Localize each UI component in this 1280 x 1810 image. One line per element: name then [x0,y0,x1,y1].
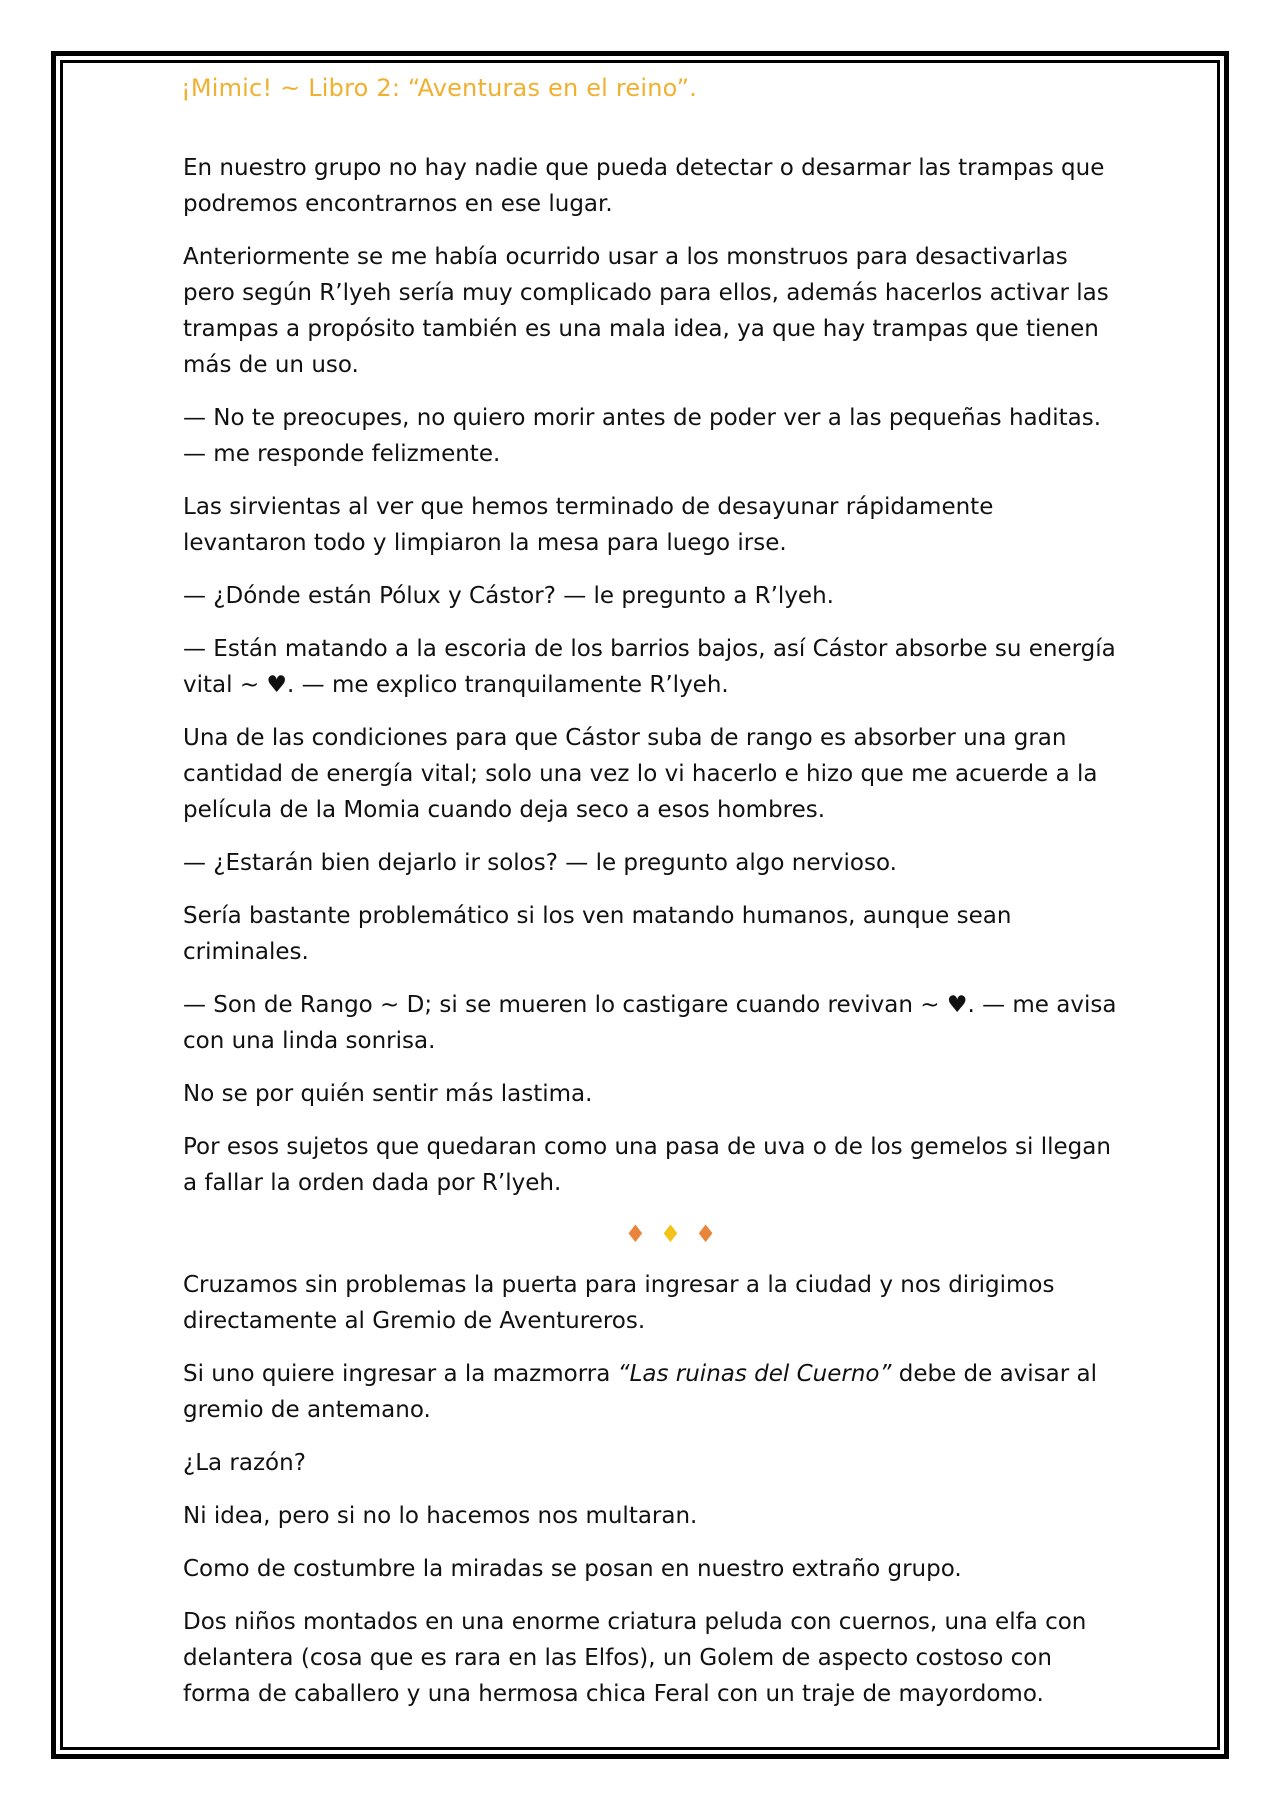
diamond-icon: ♦ [694,1220,717,1248]
paragraph: No se por quién sentir más lastima. [183,1081,593,1107]
paragraph: Por esos sujetos que quedaran como una pasa de uva o de los gemelos si llegan a fallar la orden dada por R’lyeh. [183,1134,1111,1196]
diamond-icon: ♦ [624,1220,647,1248]
paragraph: Las sirvientas al ver que hemos terminado de desayunar rápidamente levantaron todo y limpiaron la mesa para luego irse. [183,494,994,556]
text-segment: debe de avisar al gremio de antemano. [183,1361,1098,1423]
paragraph: Ni idea, pero si no lo hacemos nos multaran. [183,1503,698,1529]
dialogue-paragraph: — ¿Estarán bien dejarlo ir solos? — le pregunto algo nervioso. [183,850,897,876]
paragraph: Como de costumbre la miradas se posan en nuestro extraño grupo. [183,1556,962,1582]
scene-break-divider [183,1216,1118,1252]
page-body [183,150,1118,1729]
dialogue-paragraph: — ¿Dónde están Pólux y Cástor? — le pregunto a R’lyeh. [183,583,834,609]
book-header: ¡Mimic! ~ Libro 2: “Aventuras en el reino”. [181,74,698,102]
diamond-icon: ♦ [659,1220,682,1248]
dungeon-name: “Las ruinas del Cuerno” [617,1361,892,1387]
paragraph: Anteriormente se me había ocurrido usar a los monstruos para desactivarlas pero según R’lyeh sería muy complicado para ellos, además hacerlos activar las trampas a propósito también es una mala idea, ya que hay trampas que tienen más de un uso. [183,244,1109,378]
text-segment: Si uno quiere ingresar a la mazmorra [183,1361,618,1387]
paragraph: En nuestro grupo no hay nadie que pueda detectar o desarmar las trampas que podremos encontrarnos en ese lugar. [183,155,1105,217]
paragraph: Cruzamos sin problemas la puerta para ingresar a la ciudad y nos dirigimos directamente al Gremio de Aventureros. [183,1272,1055,1334]
paragraph [183,1356,1118,1428]
dialogue-paragraph: — No te preocupes, no quiero morir antes de poder ver a las pequeñas haditas. — me responde felizmente. [183,405,1102,467]
paragraph: Dos niños montados en una enorme criatura peluda con cuernos, una elfa con delantera (cosa que es rara en las Elfos), un Golem de aspecto costoso con forma de caballero y una hermosa chica Feral con un traje de mayordomo. [183,1609,1087,1707]
paragraph: Una de las condiciones para que Cástor suba de rango es absorber una gran cantidad de energía vital; solo una vez lo vi hacerlo e hizo que me acuerde a la película de la Momia cuando deja seco a esos hombres. [183,725,1098,823]
paragraph: ¿La razón? [183,1450,306,1476]
dialogue-paragraph: — Son de Rango ~ D; si se mueren lo castigare cuando revivan ~ ♥. — me avisa con una linda sonrisa. [183,992,1117,1054]
paragraph: Sería bastante problemático si los ven matando humanos, aunque sean criminales. [183,903,1012,965]
dialogue-paragraph: — Están matando a la escoria de los barrios bajos, así Cástor absorbe su energía vital ~ ♥. — me explico tranquilamente R’lyeh. [183,636,1116,698]
